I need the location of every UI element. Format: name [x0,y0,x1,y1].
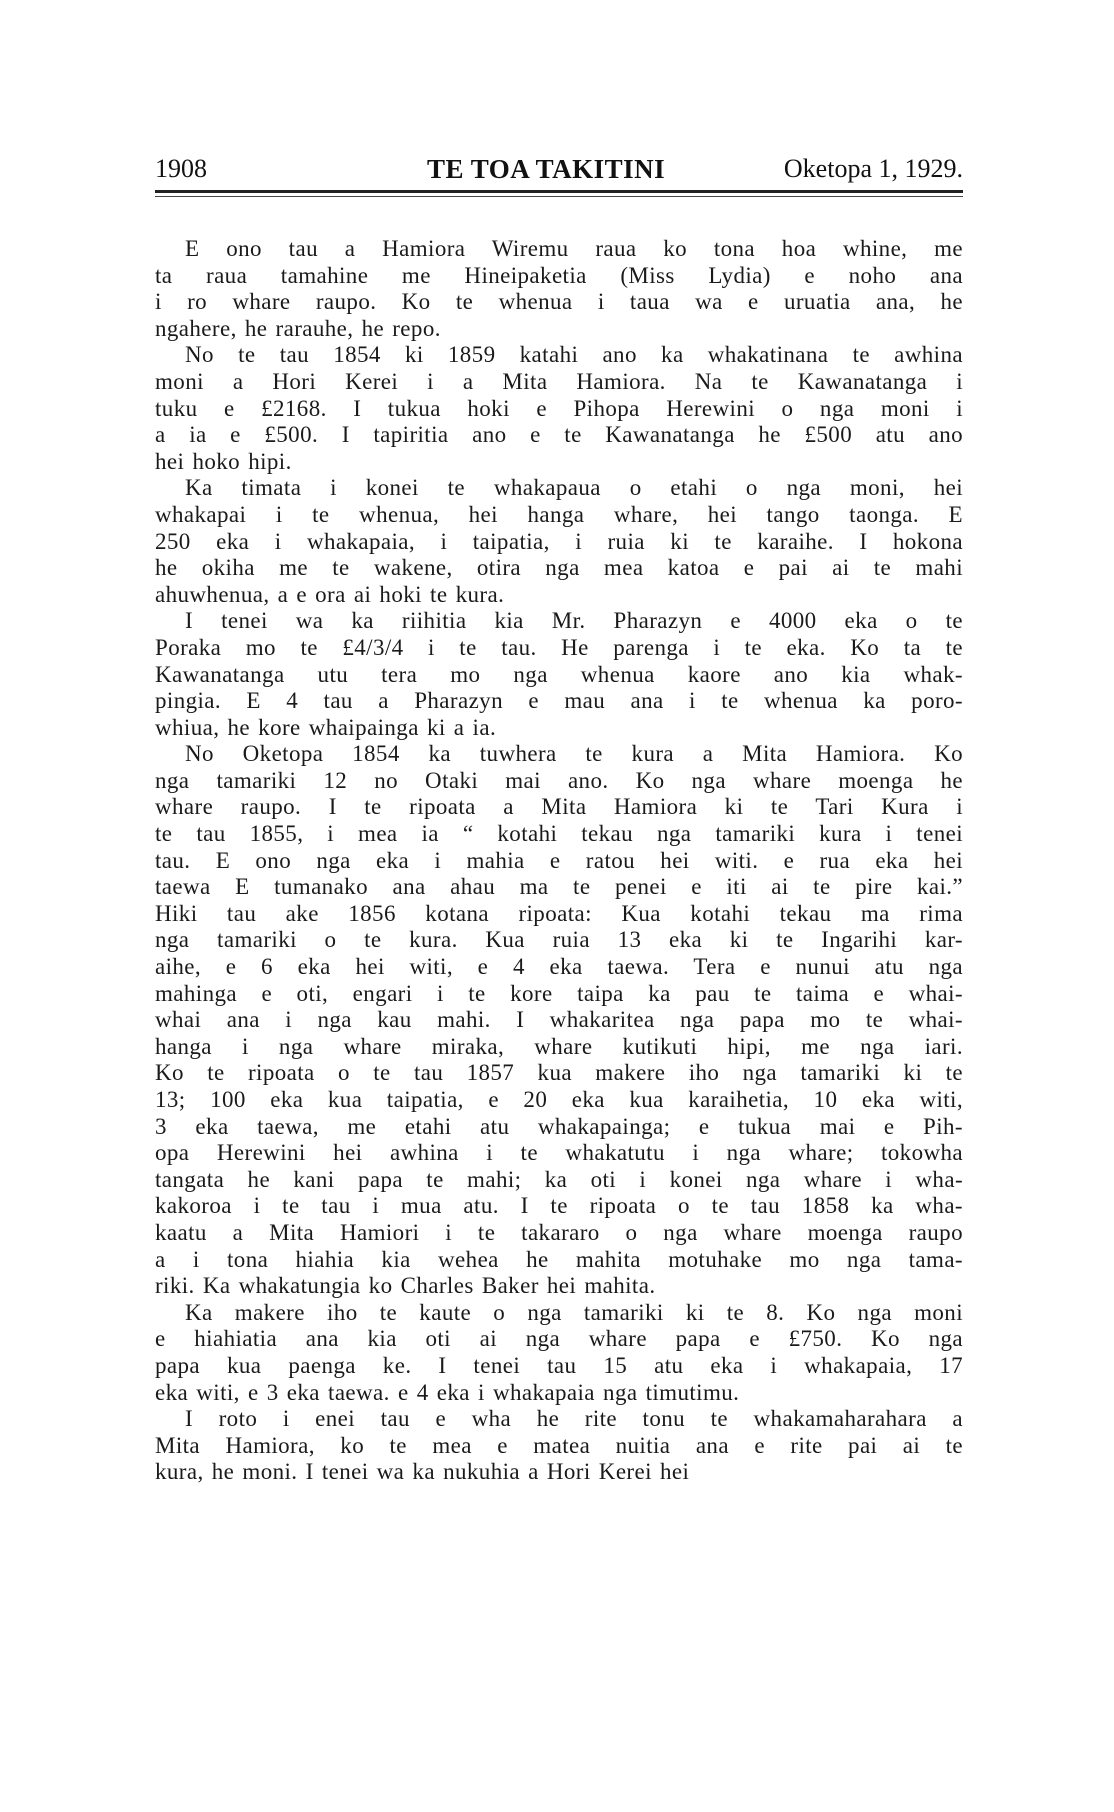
text-line: tuku e £2168. I tukua hoki e Pihopa Herewini o nga moni i [155,395,963,421]
text-line: papa kua paenga ke. I tenei tau 15 atu eka i whakapaia, 17 [155,1352,963,1378]
text-line: aihe, e 6 eka hei witi, e 4 eka taewa. Tera e nunui atu nga [155,954,963,980]
text-line: 13; 100 eka kua taipatia, e 20 eka kua karaihetia, 10 eka witi, [155,1087,963,1112]
text-line: Mita Hamiora, ko te mea e matea nuitia ana e rite pai ai te [155,1432,963,1458]
text-line: taewa E tumanako ana ahau ma te penei e iti ai te pire kai.” [155,874,963,900]
text-line: nga tamariki 12 no Otaki mai ano. Ko nga whare moenga he [155,767,963,793]
text-line: kura, he moni. I tenei wa ka nukuhia a Hori Kerei hei [155,1459,690,1485]
text-line: whiua, he kore whaipainga ki a ia. [155,714,497,740]
text-line: eka witi, e 3 eka taewa. e 4 eka i whakapaia nga timutimu. [155,1379,740,1405]
text-line: nga tamariki o te kura. Kua ruia 13 eka ki te Ingarihi kar- [155,927,963,953]
text-line: Ka makere iho te kaute o nga tamariki ki te 8. Ko nga moni [185,1299,963,1325]
text-line: opa Herewini hei awhina i te whakatutu i nga whare; tokowha [155,1140,963,1166]
text-line: i ro whare raupo. Ko te whenua i taua wa e uruatia ana, he [155,289,963,315]
paragraph [155,236,963,342]
text-line: Kawanatanga utu tera mo nga whenua kaore ano kia whak- [155,661,963,687]
text-line: a ia e £500. I tapiritia ano e te Kawanatanga he £500 atu ano [155,422,963,448]
paragraph [155,1300,963,1406]
page-header [155,153,963,185]
text-line: Ka timata i konei te whakapaua o etahi o nga moni, hei [185,475,963,501]
article-body [155,236,963,1486]
header-rule-thin [155,196,963,197]
text-line: kaatu a Mita Hamiori i te takararo o nga whare moenga raupo [155,1219,963,1245]
page-number: 1908 [155,154,207,183]
text-line: Ko te ripoata o te tau 1857 kua makere iho nga tamariki ki te [155,1060,963,1086]
paragraph [155,608,963,741]
text-line: he okiha me te wakene, otira nga mea katoa e pai ai te mahi [155,555,963,581]
text-line: te tau 1855, i mea ia “ kotahi tekau nga tamariki kura i tenei [155,821,963,847]
text-line: a i tona hiahia kia wehea he mahita motuhake mo nga tama- [155,1246,963,1272]
text-line: whare raupo. I te ripoata a Mita Hamiora ki te Tari Kura i [155,794,963,820]
text-line: ta raua tamahine me Hineipaketia (Miss Lydia) e noho ana [155,262,963,288]
paragraph [155,1406,963,1486]
text-line: 250 eka i whakapaia, i taipatia, i ruia ki te karaihe. I hokona [155,528,963,554]
text-line: Poraka mo te £4/3/4 i te tau. He parenga i te eka. Ko ta te [155,634,963,660]
text-line: mahinga e oti, engari i te kore taipa ka pau te taima e whai- [155,980,963,1006]
text-line: 3 eka taewa, me etahi atu whakapainga; e tukua mai e Pih- [155,1113,963,1139]
text-line: moni a Hori Kerei i a Mita Hamiora. Na te Kawanatanga i [155,368,963,394]
newspaper-masthead: TE TOA TAKITINI [427,154,666,184]
text-line: pingia. E 4 tau a Pharazyn e mau ana i te whenua ka poro- [155,688,963,714]
paragraph [155,475,963,608]
text-line: whakapai i te whenua, hei hanga whare, hei tango taonga. E [155,501,963,527]
text-line: ngahere, he rarauhe, he repo. [155,315,441,341]
text-line: e hiahiatia ana kia oti ai nga whare papa e £750. Ko nga [155,1326,963,1352]
text-line: hanga i nga whare miraka, whare kutikuti hipi, me nga iari. [155,1033,963,1059]
text-line: tangata he kani papa te mahi; ka oti i konei nga whare i wha- [155,1166,963,1192]
text-line: riki. Ka whakatungia ko Charles Baker hei mahita. [155,1273,656,1299]
paragraph [155,741,963,1299]
text-line: I roto i enei tau e wha he rite tonu te whakamaharahara a [185,1406,963,1432]
text-line: whai ana i nga kau mahi. I whakaritea nga papa mo te whai- [155,1007,963,1033]
text-line: hei hoko hipi. [155,448,292,474]
text-line: No te tau 1854 ki 1859 katahi ano ka whakatinana te awhina [185,342,963,368]
text-line: kakoroa i te tau i mua atu. I te ripoata o te tau 1858 ka wha- [155,1193,963,1219]
text-line: I tenei wa ka riihitia kia Mr. Pharazyn e 4000 eka o te [185,608,963,634]
text-line: No Oketopa 1854 ka tuwhera te kura a Mita Hamiora. Ko [185,741,963,767]
text-line: ahuwhenua, a e ora ai hoki te kura. [155,581,505,607]
issue-date: Oketopa 1, 1929. [783,154,963,183]
text-line: E ono tau a Hamiora Wiremu raua ko tona hoa whine, me [185,236,963,261]
paragraph [155,342,963,475]
header-rule-thick [155,190,963,193]
text-line: Hiki tau ake 1856 kotana ripoata: Kua kotahi tekau ma rima [155,900,963,926]
text-line: tau. E ono nga eka i mahia e ratou hei witi. e rua eka hei [155,847,963,873]
